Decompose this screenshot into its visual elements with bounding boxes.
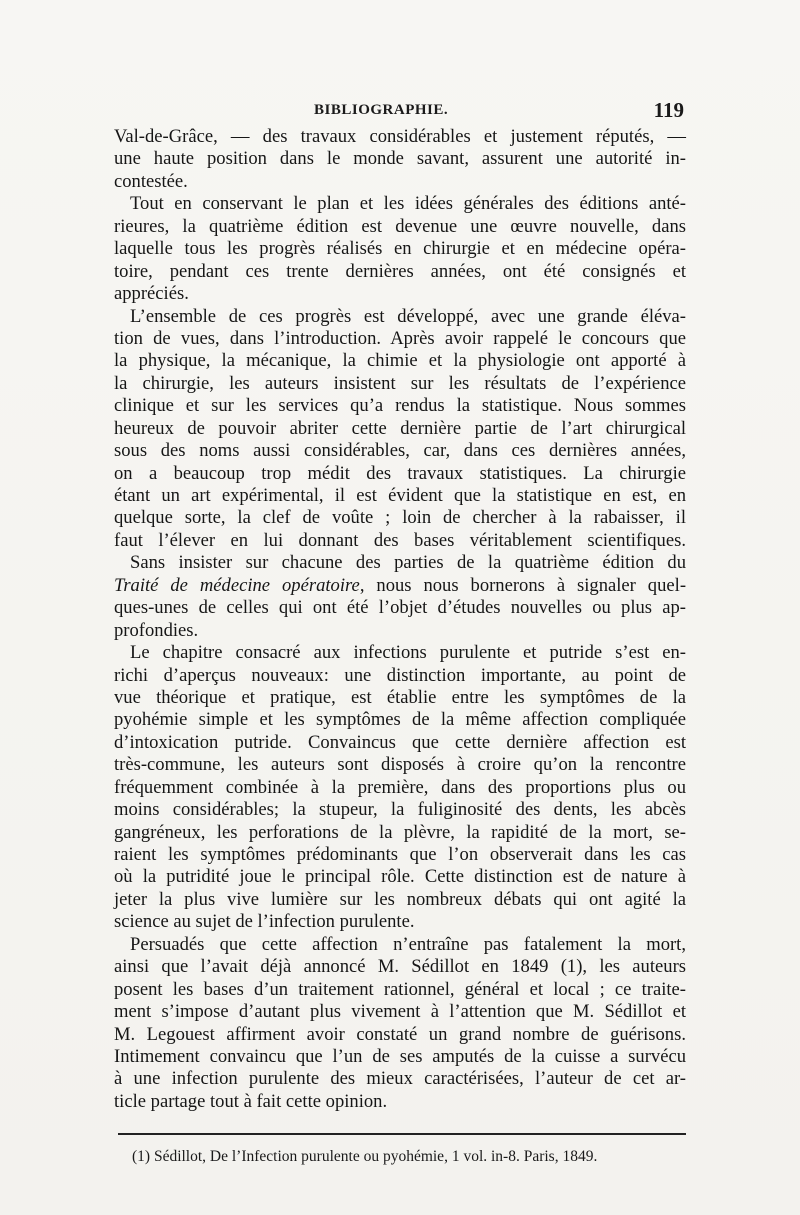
text-line: toire, pendant ces trente dernières années, ont été consignés et <box>114 260 686 282</box>
text-line: appréciés. <box>114 283 189 305</box>
text-line: rieures, la quatrième édition est devenue une œuvre nouvelle, dans <box>114 215 686 237</box>
text-line: ques-unes de celles qui ont été l’objet d’études nouvelles ou plus ap- <box>114 597 686 619</box>
text-line: étant un art expérimental, il est évident que la statistique en est, en <box>114 485 686 506</box>
text-line: très-commune, les auteurs sont disposés à croire qu’on la rencontre <box>114 754 686 776</box>
text-line: faut l’élever en lui donnant des bases véritablement scientifiques. <box>114 529 686 551</box>
text-line: la physique, la mécanique, la chimie et la physiologie ont apporté à <box>114 350 686 372</box>
text-line: à une infection purulente des mieux caractérisées, l’auteur de cet ar- <box>114 1068 686 1090</box>
text-line: ticle partage tout à fait cette opinion. <box>114 1090 388 1112</box>
text-line: clinique et sur les services qu’a rendus la statistique. Nous sommes <box>114 395 686 417</box>
text-line: posent les bases d’un traitement rationnel, général et local ; ce traite- <box>114 978 686 1000</box>
text-line: Val-de-Grâce, — des travaux considérables et justement réputés, — <box>114 126 686 147</box>
text-line: science au sujet de l’infection purulente. <box>114 911 415 933</box>
text-line: jeter la plus vive lumière sur les nombreux débats qui ont agité la <box>114 888 686 910</box>
text-line: moins considérables; la stupeur, la fuliginosité des dents, les abcès <box>114 799 686 821</box>
text-line: heureux de pouvoir abriter cette dernière partie de l’art chirurgical <box>114 417 686 439</box>
text-line: vue théorique et pratique, est établie entre les symptômes de la <box>114 686 686 708</box>
text-line: fréquemment combinée à la première, dans des proportions plus ou <box>114 776 686 798</box>
text-line: Le chapitre consacré aux infections purulente et putride s’est en- <box>130 642 686 664</box>
body-text <box>114 126 686 1113</box>
text-line: Traité de médecine opératoire, nous nous bornerons à signaler quel- <box>114 574 687 596</box>
running-head <box>114 98 684 122</box>
text-line: d’intoxication putride. Convaincus que cette dernière affection est <box>114 731 686 753</box>
text-line: sous des noms aussi considérables, car, dans ces dernières années, <box>114 440 686 462</box>
running-title: BIBLIOGRAPHIE. <box>314 102 449 118</box>
footnote-rule <box>118 1133 686 1135</box>
text-line: L’ensemble de ces progrès est développé, avec une grande éléva- <box>130 305 686 327</box>
page-number: 119 <box>653 98 684 122</box>
text-line: gangréneux, les perforations de la plèvre, la rapidité de la mort, se- <box>114 821 686 843</box>
text-line: ainsi que l’avait déjà annoncé M. Sédillot en 1849 (1), les auteurs <box>114 956 686 978</box>
text-line: on a beaucoup trop médit des travaux statistiques. La chirurgie <box>114 462 686 484</box>
text-line: M. Legouest affirment avoir constaté un grand nombre de guérisons. <box>114 1023 686 1045</box>
text-line: contestée. <box>114 170 188 192</box>
text-line: Sans insister sur chacune des parties de la quatrième édition du <box>130 552 686 574</box>
text-line: une haute position dans le monde savant, assurent une autorité in- <box>114 148 686 170</box>
text-line: profondies. <box>114 619 199 641</box>
text-line: la chirurgie, les auteurs insistent sur les résultats de l’expérience <box>114 372 686 394</box>
text-line: pyohémie simple et les symptômes de la même affection compliquée <box>114 709 686 731</box>
text-line: Persuadés que cette affection n’entraîne pas fatalement la mort, <box>130 933 686 955</box>
footnote: (1) Sédillot, De l’Infection purulente ou pyohémie, 1 vol. in-8. Paris, 1849. <box>132 1148 598 1165</box>
text-line: richi d’aperçus nouveaux: une distinction importante, au point de <box>114 664 686 686</box>
text-line: quelque sorte, la clef de voûte ; loin de chercher à la rabaisser, il <box>114 507 686 529</box>
text-line: Intimement convaincu que l’un de ses amputés de la cuisse a survécu <box>114 1045 686 1067</box>
text-line: laquelle tous les progrès réalisés en chirurgie et en médecine opéra- <box>114 238 686 260</box>
text-line: où la putridité joue le principal rôle. Cette distinction est de nature à <box>114 866 686 888</box>
text-line: ment s’impose d’autant plus vivement à l’attention que M. Sédillot et <box>114 1001 686 1023</box>
text-line: tion de vues, dans l’introduction. Après avoir rappelé le concours que <box>114 327 686 349</box>
text-line: Tout en conservant le plan et les idées générales des éditions anté- <box>130 193 686 215</box>
text-line: raient les symptômes prédominants que l’on observerait dans les cas <box>114 844 686 865</box>
